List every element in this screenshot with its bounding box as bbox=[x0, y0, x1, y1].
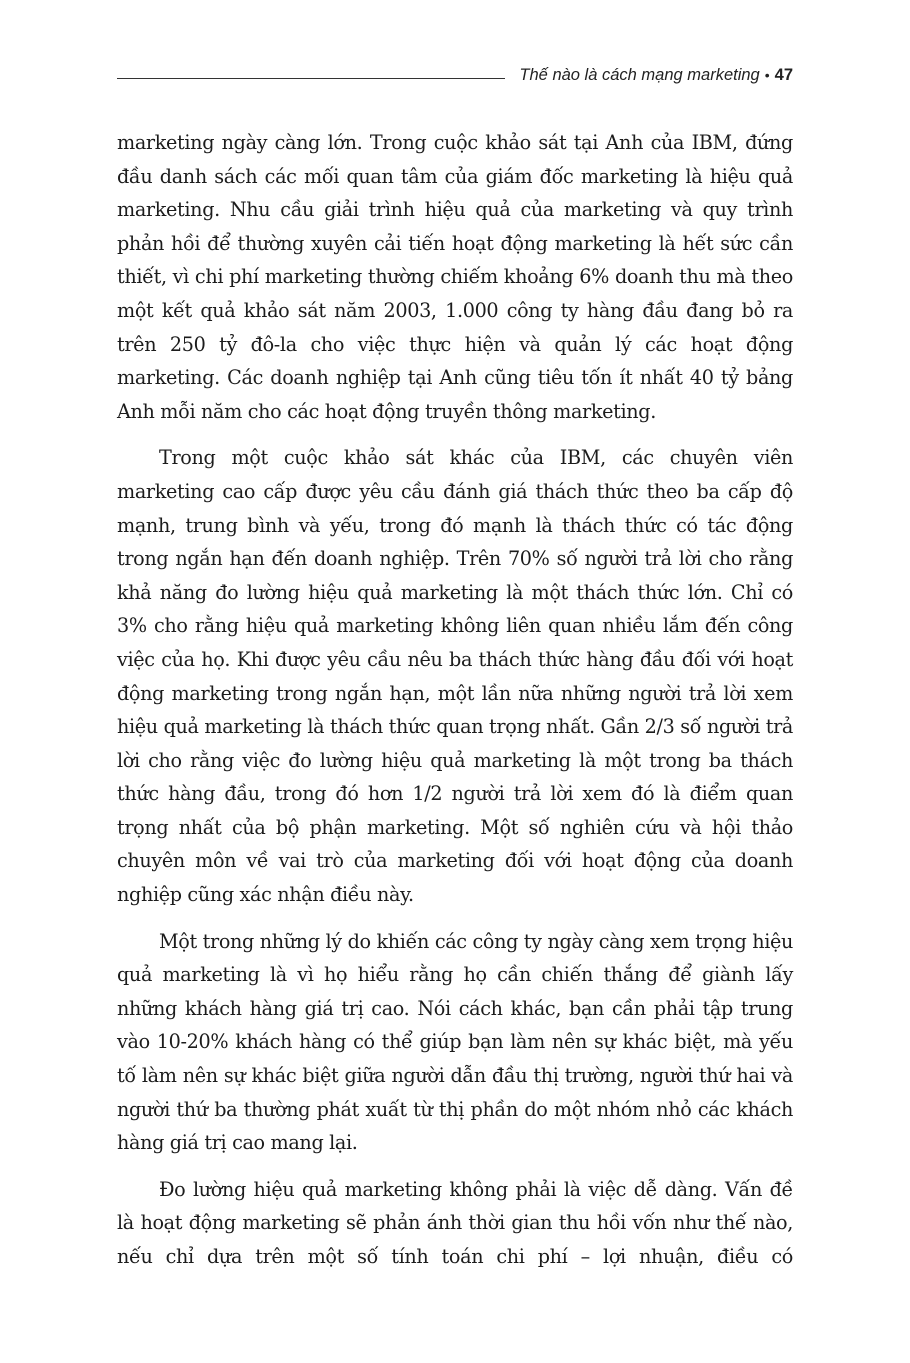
chapter-title: Thế nào là cách mạng marketing bbox=[519, 65, 760, 84]
paragraph-4: Đo lường hiệu quả marketing không phải là việc dễ dàng. Vấn đề là hoạt động marketing sẽ phản ánh thời gian thu hồi vốn như thế nào, nếu chỉ dựa trên một số tính toán chi phí – lợi nhuận, điều có bbox=[117, 1177, 793, 1268]
page-number: 47 bbox=[774, 65, 793, 84]
paragraph-3: Một trong những lý do khiến các công ty ngày càng xem trọng hiệu quả marketing là vì họ hiểu rằng họ cần chiến thắng để giành lấy những khách hàng giá trị cao. Nói cách khác, bạn cần phải tập trung vào 10-20% khách hàng có thể giúp bạn làm nên sự khác biệt, mà yếu tố làm nên sự khác biệt giữa người dẫn đầu thị trường, người thứ hai và người thứ ba thường phát xuất từ thị phần do một nhóm nhỏ các khách hàng giá trị cao mang lại. bbox=[117, 929, 793, 1155]
running-header bbox=[117, 62, 793, 88]
body-text bbox=[117, 126, 793, 1274]
header-bullet: • bbox=[764, 67, 770, 83]
header-rule bbox=[117, 78, 505, 79]
paragraph-1: marketing ngày càng lớn. Trong cuộc khảo sát tại Anh của IBM, đứng đầu danh sách các mối quan tâm của giám đốc marketing là hiệu quả marketing. Nhu cầu giải trình hiệu quả của marketing và quy trình phản hồi để thường xuyên cải tiến hoạt động marketing là hết sức cần thiết, vì chi phí marketing thường chiếm khoảng 6% doanh thu mà theo một kết quả khảo sát năm 2003, 1.000 công ty hàng đầu đang bỏ ra trên 250 tỷ đô-la cho việc thực hiện và quản lý các hoạt động marketing. Các doanh nghiệp tại Anh cũng tiêu tốn ít nhất 40 tỷ bảng Anh mỗi năm cho các hoạt động truyền thông marketing. bbox=[117, 131, 793, 423]
paragraph-2: Trong một cuộc khảo sát khác của IBM, các chuyên viên marketing cao cấp được yêu cầu đánh giá thách thức theo ba cấp độ mạnh, trung bình và yếu, trong đó mạnh là thách thức có tác động trong ngắn hạn đến doanh nghiệp. Trên 70% số người trả lời cho rằng khả năng đo lường hiệu quả marketing là một thách thức lớn. Chỉ có 3% cho rằng hiệu quả marketing không liên quan nhiều lắm đến công việc của họ. Khi được yêu cầu nêu ba thách thức hàng đầu đối với hoạt động marketing trong ngắn hạn, một lần nữa những người trả lời xem hiệu quả marketing là thách thức quan trọng nhất. Gần 2/3 số người trả lời cho rằng việc đo lường hiệu quả marketing là một trong ba thách thức hàng đầu, trong đó hơn 1/2 người trả lời xem đó là điểm quan trọng nhất của bộ phận marketing. Một số nghiên cứu và hội thảo chuyên môn về vai trò của marketing đối với hoạt động của doanh nghiệp cũng xác nhận điều này. bbox=[117, 446, 793, 907]
